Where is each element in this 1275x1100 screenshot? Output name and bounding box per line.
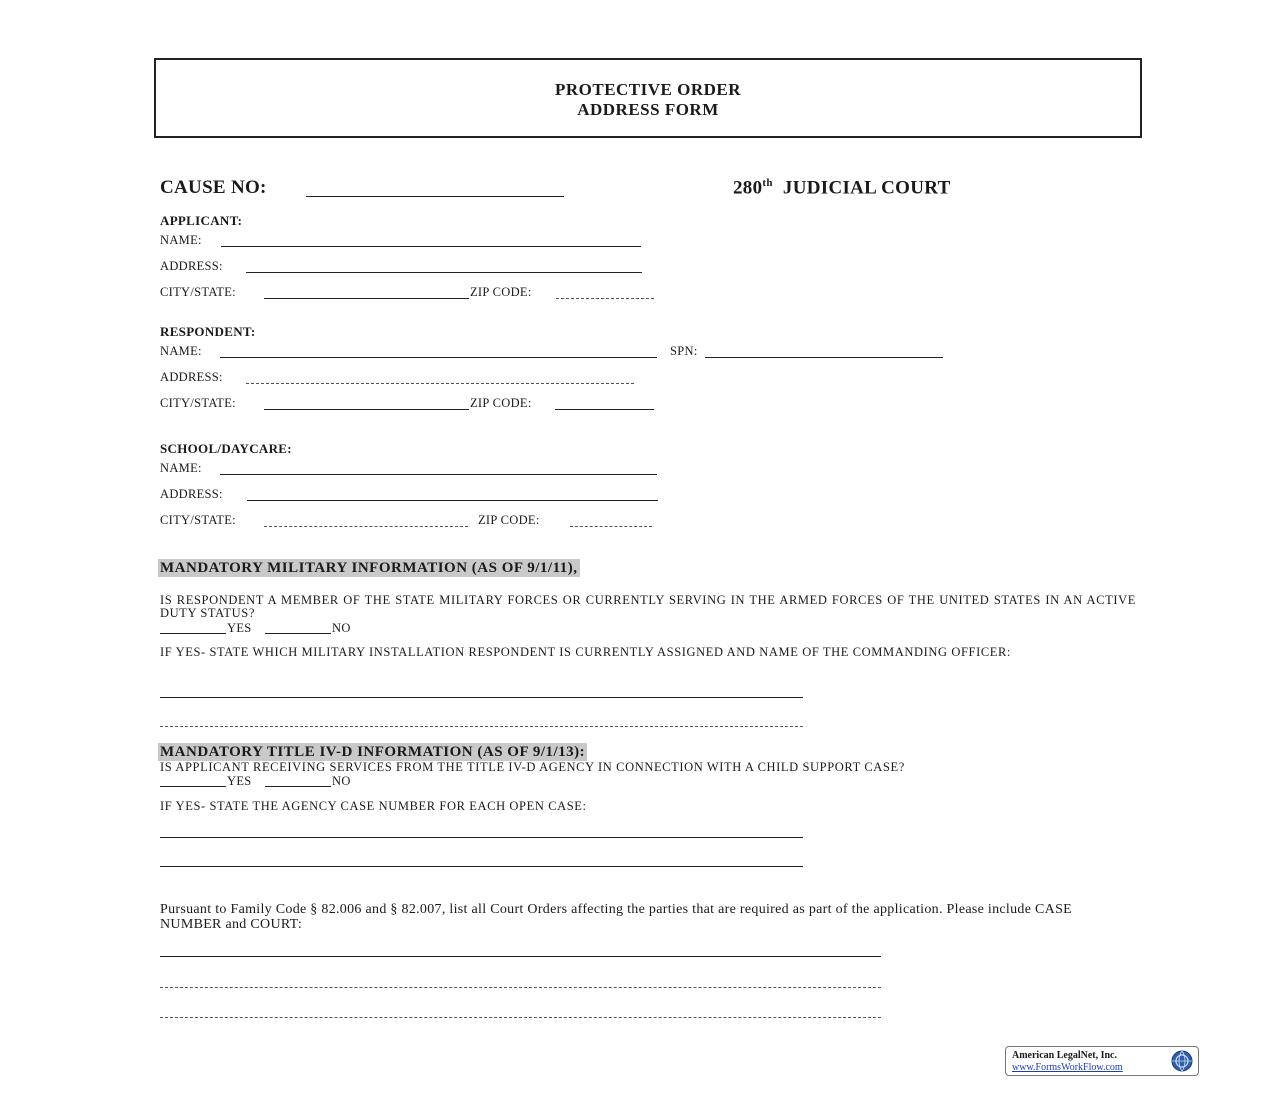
respondent-spn-field[interactable]: [705, 357, 943, 358]
school-address-field[interactable]: [247, 500, 658, 501]
respondent-zip-label: ZIP CODE:: [470, 396, 532, 410]
respondent-city-label: CITY/STATE:: [160, 396, 236, 410]
applicant-address-field[interactable]: [246, 272, 642, 273]
form-title-box: [154, 58, 1142, 138]
applicant-zip-field[interactable]: [556, 298, 654, 299]
respondent-heading: RESPONDENT:: [160, 324, 256, 339]
school-address-label: ADDRESS:: [160, 487, 223, 501]
court-orders-line-1[interactable]: [160, 956, 881, 957]
school-name-label: NAME:: [160, 461, 202, 475]
form-title-line2: ADDRESS FORM: [577, 100, 719, 119]
school-city-field[interactable]: [264, 526, 468, 527]
cause-no-label: CAUSE NO:: [160, 177, 267, 198]
military-no-label: NO: [332, 621, 351, 635]
military-no-field[interactable]: [265, 633, 331, 634]
title-ivd-question: IS APPLICANT RECEIVING SERVICES FROM THE TITLE IV-D AGENCY IN CONNECTION WITH A CHILD SUPPORT CASE?: [160, 760, 905, 774]
globe-icon: [1171, 1050, 1193, 1072]
military-yes-field[interactable]: [160, 633, 226, 634]
cause-no-field[interactable]: [306, 196, 564, 197]
respondent-city-field[interactable]: [264, 409, 469, 410]
applicant-name-field[interactable]: [221, 246, 641, 247]
school-zip-label: ZIP CODE:: [478, 513, 540, 527]
court-label: [733, 177, 951, 199]
court-orders-line-2[interactable]: [160, 987, 881, 988]
applicant-name-label: NAME:: [160, 233, 202, 247]
title-ivd-answer-line-2[interactable]: [160, 866, 803, 867]
applicant-heading: APPLICANT:: [160, 213, 243, 228]
applicant-address-label: ADDRESS:: [160, 259, 223, 273]
school-name-field[interactable]: [220, 474, 657, 475]
military-answer-line-1[interactable]: [160, 697, 803, 698]
military-yes-label: YES: [227, 621, 252, 635]
title-ivd-followup: IF YES- STATE THE AGENCY CASE NUMBER FOR EACH OPEN CASE:: [160, 799, 587, 813]
applicant-zip-label: ZIP CODE:: [470, 285, 532, 299]
court-orders-instructions: Pursuant to Family Code § 82.006 and § 82.007, list all Court Orders affecting the parties that are required as part of the application. Please include CASE NUMBER and COURT:: [160, 902, 1073, 932]
publisher-name: American LegalNet, Inc.: [1012, 1050, 1117, 1061]
title-ivd-no-field[interactable]: [265, 786, 331, 787]
title-ivd-yes-label: YES: [227, 774, 252, 788]
title-ivd-yes-field[interactable]: [160, 786, 226, 787]
title-ivd-heading: MANDATORY TITLE IV-D INFORMATION (AS OF 9/1/13):: [160, 744, 586, 760]
school-zip-field[interactable]: [570, 526, 652, 527]
form-title-line1: PROTECTIVE ORDER: [554, 80, 742, 99]
court-name: JUDICIAL COURT: [782, 177, 951, 199]
court-suffix: th: [762, 177, 773, 189]
military-question: IS RESPONDENT A MEMBER OF THE STATE MILITARY FORCES OR CURRENTLY SERVING IN THE ARMED FORCES OF THE UNITED STATES IN AN ACTIVE DUTY STATUS?: [160, 593, 1136, 620]
military-answer-line-2[interactable]: [160, 726, 803, 727]
military-followup: IF YES- STATE WHICH MILITARY INSTALLATION RESPONDENT IS CURRENTLY ASSIGNED AND NAME OF THE COMMANDING OFFICER:: [160, 645, 1012, 659]
respondent-name-field[interactable]: [220, 357, 657, 358]
publisher-badge: [1005, 1046, 1199, 1076]
title-ivd-answer-line-1[interactable]: [160, 837, 803, 838]
respondent-name-label: NAME:: [160, 344, 202, 358]
school-city-label: CITY/STATE:: [160, 513, 236, 527]
respondent-address-label: ADDRESS:: [160, 370, 223, 384]
applicant-city-label: CITY/STATE:: [160, 285, 236, 299]
respondent-zip-field[interactable]: [555, 409, 654, 410]
publisher-url[interactable]: www.FormsWorkFlow.com: [1012, 1062, 1123, 1073]
school-heading: SCHOOL/DAYCARE:: [160, 441, 292, 456]
respondent-address-field[interactable]: [246, 383, 634, 384]
court-number: 280: [733, 177, 763, 199]
military-heading: MANDATORY MILITARY INFORMATION (AS OF 9/1/11),: [160, 560, 578, 576]
title-ivd-no-label: NO: [332, 774, 351, 788]
respondent-spn-label: SPN:: [670, 344, 698, 358]
applicant-city-field[interactable]: [264, 298, 469, 299]
court-orders-line-3[interactable]: [160, 1017, 881, 1018]
